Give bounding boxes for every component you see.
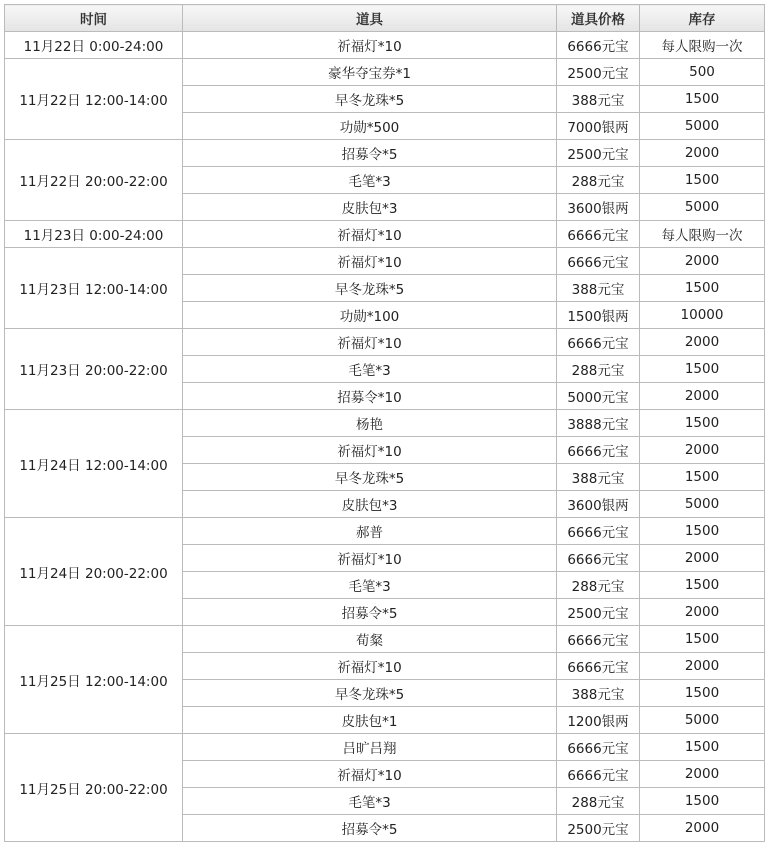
time-slot-cell: 11月22日 12:00-14:00 bbox=[5, 59, 183, 140]
table-row bbox=[5, 626, 765, 653]
table-row bbox=[5, 221, 765, 248]
item-cell: 豪华夺宝券*1 bbox=[183, 59, 557, 86]
stock-cell: 1500 bbox=[640, 167, 765, 194]
table-row bbox=[5, 32, 765, 59]
price-cell: 3600银两 bbox=[557, 194, 640, 221]
stock-cell: 5000 bbox=[640, 491, 765, 518]
time-slot-cell: 11月22日 20:00-22:00 bbox=[5, 140, 183, 221]
table-row bbox=[5, 410, 765, 437]
stock-cell: 2000 bbox=[640, 140, 765, 167]
price-cell: 5000元宝 bbox=[557, 383, 640, 410]
table-header bbox=[5, 5, 765, 32]
price-cell: 3888元宝 bbox=[557, 410, 640, 437]
stock-cell: 每人限购一次 bbox=[640, 32, 765, 59]
time-slot-cell: 11月24日 20:00-22:00 bbox=[5, 518, 183, 626]
stock-cell: 2000 bbox=[640, 815, 765, 842]
item-cell: 祈福灯*10 bbox=[183, 653, 557, 680]
item-cell: 招募令*10 bbox=[183, 383, 557, 410]
table-body bbox=[5, 32, 765, 842]
price-cell: 6666元宝 bbox=[557, 518, 640, 545]
sale-schedule-table bbox=[4, 4, 765, 842]
stock-cell: 2000 bbox=[640, 761, 765, 788]
price-cell: 288元宝 bbox=[557, 356, 640, 383]
schedule-container bbox=[4, 4, 765, 842]
stock-cell: 2000 bbox=[640, 653, 765, 680]
time-slot-cell: 11月25日 20:00-22:00 bbox=[5, 734, 183, 842]
time-slot-cell: 11月23日 12:00-14:00 bbox=[5, 248, 183, 329]
price-cell: 6666元宝 bbox=[557, 761, 640, 788]
stock-cell: 5000 bbox=[640, 113, 765, 140]
price-cell: 288元宝 bbox=[557, 167, 640, 194]
table-row bbox=[5, 140, 765, 167]
stock-cell: 1500 bbox=[640, 410, 765, 437]
item-cell: 早冬龙珠*5 bbox=[183, 464, 557, 491]
price-cell: 6666元宝 bbox=[557, 653, 640, 680]
item-cell: 招募令*5 bbox=[183, 815, 557, 842]
item-cell: 郝普 bbox=[183, 518, 557, 545]
header-item: 道具 bbox=[183, 5, 557, 32]
header-stock: 库存 bbox=[640, 5, 765, 32]
item-cell: 早冬龙珠*5 bbox=[183, 275, 557, 302]
price-cell: 6666元宝 bbox=[557, 329, 640, 356]
price-cell: 388元宝 bbox=[557, 275, 640, 302]
price-cell: 288元宝 bbox=[557, 788, 640, 815]
stock-cell: 5000 bbox=[640, 194, 765, 221]
price-cell: 388元宝 bbox=[557, 86, 640, 113]
stock-cell: 2000 bbox=[640, 383, 765, 410]
stock-cell: 500 bbox=[640, 59, 765, 86]
item-cell: 早冬龙珠*5 bbox=[183, 680, 557, 707]
price-cell: 6666元宝 bbox=[557, 626, 640, 653]
stock-cell: 1500 bbox=[640, 788, 765, 815]
item-cell: 祈福灯*10 bbox=[183, 32, 557, 59]
stock-cell: 2000 bbox=[640, 437, 765, 464]
item-cell: 功勋*500 bbox=[183, 113, 557, 140]
item-cell: 皮肤包*1 bbox=[183, 707, 557, 734]
item-cell: 荀粲 bbox=[183, 626, 557, 653]
price-cell: 2500元宝 bbox=[557, 815, 640, 842]
item-cell: 祈福灯*10 bbox=[183, 248, 557, 275]
table-row bbox=[5, 329, 765, 356]
item-cell: 皮肤包*3 bbox=[183, 491, 557, 518]
time-slot-cell: 11月23日 0:00-24:00 bbox=[5, 221, 183, 248]
header-time: 时间 bbox=[5, 5, 183, 32]
stock-cell: 1500 bbox=[640, 734, 765, 761]
item-cell: 皮肤包*3 bbox=[183, 194, 557, 221]
time-slot-cell: 11月22日 0:00-24:00 bbox=[5, 32, 183, 59]
price-cell: 6666元宝 bbox=[557, 248, 640, 275]
price-cell: 3600银两 bbox=[557, 491, 640, 518]
stock-cell: 5000 bbox=[640, 707, 765, 734]
table-row bbox=[5, 59, 765, 86]
price-cell: 6666元宝 bbox=[557, 734, 640, 761]
time-slot-cell: 11月25日 12:00-14:00 bbox=[5, 626, 183, 734]
item-cell: 毛笔*3 bbox=[183, 788, 557, 815]
item-cell: 功勋*100 bbox=[183, 302, 557, 329]
item-cell: 祈福灯*10 bbox=[183, 761, 557, 788]
stock-cell: 2000 bbox=[640, 599, 765, 626]
price-cell: 6666元宝 bbox=[557, 32, 640, 59]
item-cell: 招募令*5 bbox=[183, 599, 557, 626]
stock-cell: 1500 bbox=[640, 518, 765, 545]
price-cell: 388元宝 bbox=[557, 464, 640, 491]
price-cell: 388元宝 bbox=[557, 680, 640, 707]
price-cell: 2500元宝 bbox=[557, 599, 640, 626]
time-slot-cell: 11月24日 12:00-14:00 bbox=[5, 410, 183, 518]
stock-cell: 2000 bbox=[640, 329, 765, 356]
stock-cell: 10000 bbox=[640, 302, 765, 329]
price-cell: 6666元宝 bbox=[557, 221, 640, 248]
item-cell: 毛笔*3 bbox=[183, 572, 557, 599]
stock-cell: 2000 bbox=[640, 248, 765, 275]
table-row bbox=[5, 734, 765, 761]
item-cell: 毛笔*3 bbox=[183, 356, 557, 383]
table-row bbox=[5, 518, 765, 545]
header-row bbox=[5, 5, 765, 32]
price-cell: 2500元宝 bbox=[557, 140, 640, 167]
item-cell: 祈福灯*10 bbox=[183, 329, 557, 356]
price-cell: 288元宝 bbox=[557, 572, 640, 599]
stock-cell: 1500 bbox=[640, 464, 765, 491]
stock-cell: 1500 bbox=[640, 680, 765, 707]
item-cell: 杨艳 bbox=[183, 410, 557, 437]
item-cell: 祈福灯*10 bbox=[183, 221, 557, 248]
price-cell: 6666元宝 bbox=[557, 545, 640, 572]
item-cell: 早冬龙珠*5 bbox=[183, 86, 557, 113]
item-cell: 毛笔*3 bbox=[183, 167, 557, 194]
stock-cell: 1500 bbox=[640, 356, 765, 383]
time-slot-cell: 11月23日 20:00-22:00 bbox=[5, 329, 183, 410]
stock-cell: 每人限购一次 bbox=[640, 221, 765, 248]
stock-cell: 1500 bbox=[640, 275, 765, 302]
table-row bbox=[5, 248, 765, 275]
item-cell: 祈福灯*10 bbox=[183, 437, 557, 464]
header-price: 道具价格 bbox=[557, 5, 640, 32]
price-cell: 6666元宝 bbox=[557, 437, 640, 464]
price-cell: 1500银两 bbox=[557, 302, 640, 329]
item-cell: 祈福灯*10 bbox=[183, 545, 557, 572]
stock-cell: 2000 bbox=[640, 545, 765, 572]
stock-cell: 1500 bbox=[640, 626, 765, 653]
stock-cell: 1500 bbox=[640, 86, 765, 113]
stock-cell: 1500 bbox=[640, 572, 765, 599]
item-cell: 招募令*5 bbox=[183, 140, 557, 167]
price-cell: 7000银两 bbox=[557, 113, 640, 140]
item-cell: 吕旷吕翔 bbox=[183, 734, 557, 761]
price-cell: 1200银两 bbox=[557, 707, 640, 734]
price-cell: 2500元宝 bbox=[557, 59, 640, 86]
